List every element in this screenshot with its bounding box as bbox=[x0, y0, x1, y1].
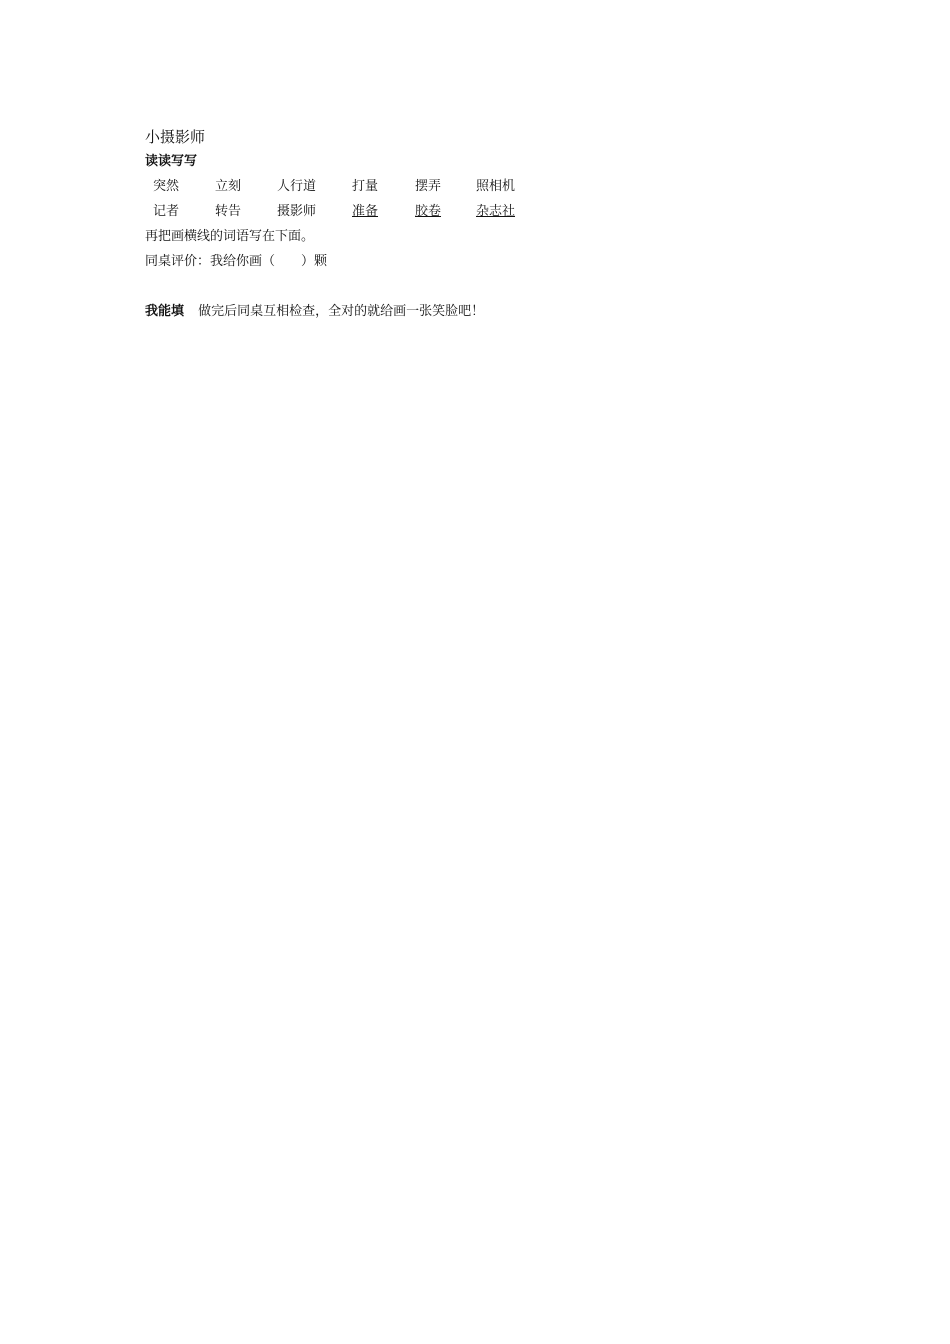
peer-review: 同桌评价：我给你画（ ）颗 bbox=[145, 254, 328, 269]
word: 摆弄 bbox=[415, 179, 442, 194]
copy-instruction: 再把画横线的词语写在下面。 bbox=[145, 229, 315, 244]
section-read-write: 读读写写 bbox=[145, 154, 198, 169]
document-title: 小摄影师 bbox=[145, 128, 206, 146]
word: 记者 bbox=[153, 204, 180, 219]
word: 转告 bbox=[215, 204, 242, 219]
underlined-word: 准备 bbox=[352, 204, 379, 219]
underlined-word: 胶卷 bbox=[415, 204, 442, 219]
word: 立刻 bbox=[215, 179, 242, 194]
word: 照相机 bbox=[476, 179, 516, 194]
fill-heading-line bbox=[145, 300, 484, 324]
underlined-word: 杂志社 bbox=[476, 204, 516, 219]
word: 摄影师 bbox=[277, 204, 317, 219]
word: 打量 bbox=[352, 179, 379, 194]
word: 突然 bbox=[153, 179, 180, 194]
section-fill: 我能填 bbox=[145, 304, 185, 319]
fill-instruction: 做完后同桌互相检查，全对的就给画一张笑脸吧！ bbox=[198, 304, 485, 319]
word: 人行道 bbox=[277, 179, 317, 194]
